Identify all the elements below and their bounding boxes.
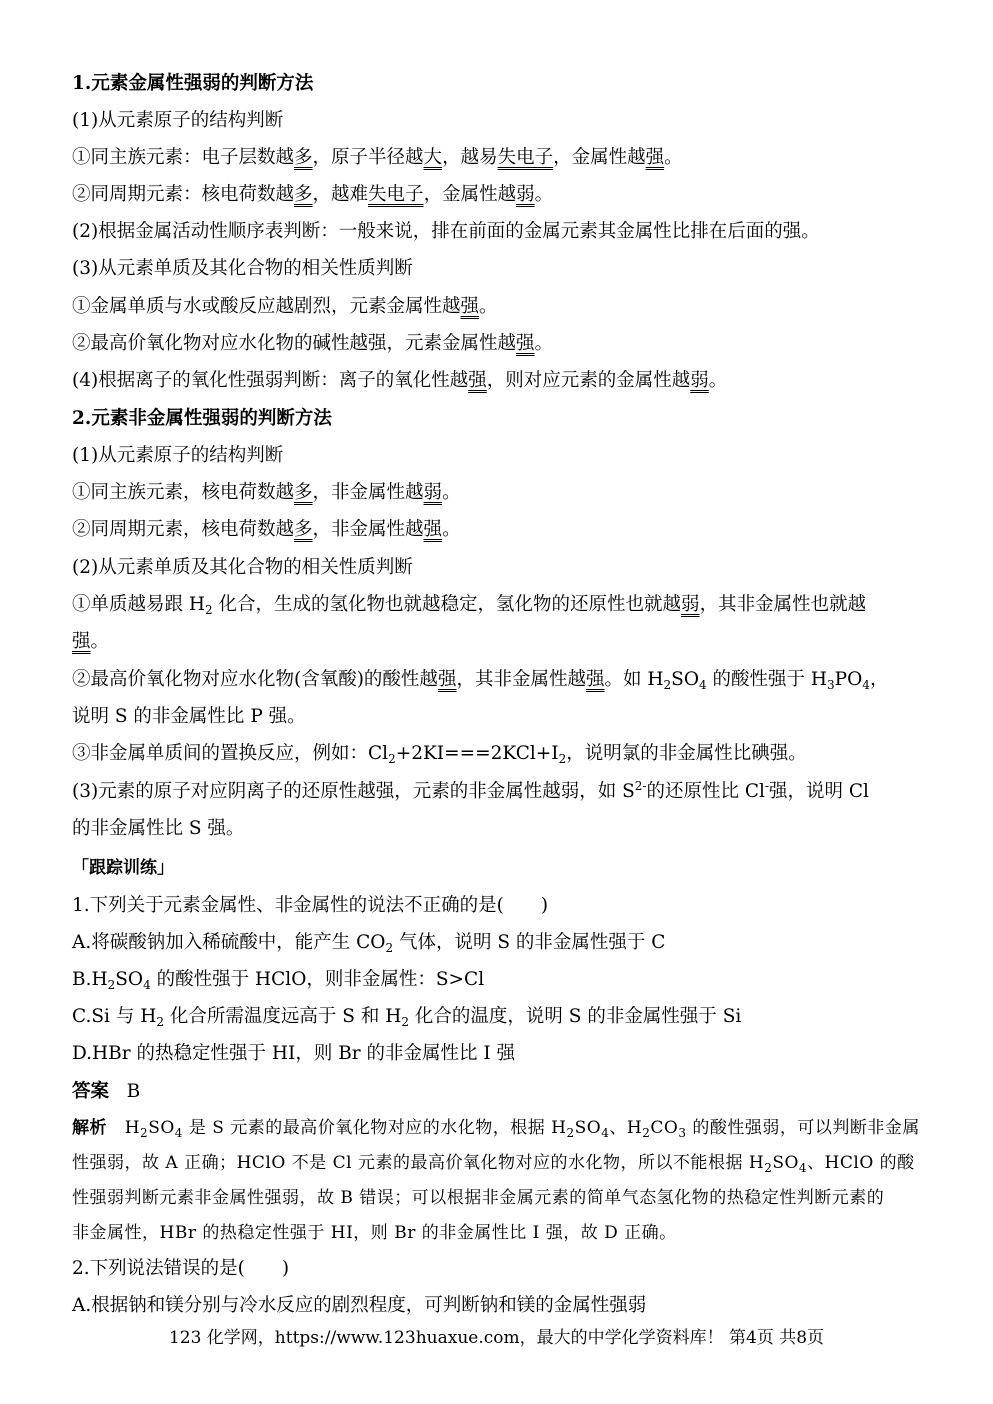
s2-p2c: ③非金属单质间的置换反应，例如：$Cl_2+2KI===2KCl+I_2$，说明氯的非金属性比碘强。 [72,743,807,766]
s2-p1b: ②同周期元素，核电荷数越多，非金属性越强。 [72,519,461,540]
s1-p2: (2)根据金属活动性顺序表判断：一般来说，排在前面的金属元素其金属性比排在后面的强。 [72,221,820,242]
q1-option-a: A.将碳酸钠加入稀硫酸中，能产生 $CO_2$ 气体，说明 S 的非金属性强于 C [72,932,666,955]
s2-p2b-line2: 说明 S 的非金属性比 P 强。 [72,706,306,727]
section-1-title: 1.元素金属性强弱的判断方法 [72,73,314,94]
q1-answer: 答案 B [72,1081,141,1102]
q1-analysis-line4: 非金属性，HBr 的热稳定性强于 HI，则 Br 的非金属性比 I 强，故 D 正确。 [72,1223,677,1243]
q1-analysis-line2: 性强弱，故 A 正确；HClO 不是 Cl 元素的最高价氧化物对应的水化物，所以不能根据 $H_2SO_4$、HClO 的酸 [72,1153,915,1175]
s2-p2a-line2: 强。 [72,631,110,652]
q1-analysis-line3: 性强弱判断元素非金属性强弱，故 B 错误；可以根据非金属元素的简单气态氢化物的热稳定性判断元素的 [72,1188,885,1208]
q1-stem: 1.下列关于元素金属性、非金属性的说法不正确的是( ) [72,895,549,916]
s1-p4: (4)根据离子的氧化性强弱判断：离子的氧化性越强，则对应元素的金属性越弱。 [72,370,728,391]
s1-p1b: ②同周期元素：核电荷数越多，越难失电子，金属性越弱。 [72,184,554,205]
s2-p2: (2)从元素单质及其化合物的相关性质判断 [72,557,413,578]
bracket-open: 「 [72,858,89,878]
s2-p1: (1)从元素原子的结构判断 [72,445,284,466]
s1-p3a: ①金属单质与水或酸反应越剧烈，元素金属性越强。 [72,296,498,317]
s2-p3-line2: 的非金属性比 S 强。 [72,818,245,839]
s2-p2a-line1: ①单质越易跟 $H_2$ 化合，生成的氢化物也就越稳定，氢化物的还原性也就越弱，其非金属性也就越 [72,594,867,617]
q1-option-c: C.Si 与 $H_2$ 化合所需温度远高于 S 和 $H_2$ 化合的温度，说明 S 的非金属性强于 Si [72,1006,742,1029]
section-2-title: 2.元素非金属性强弱的判断方法 [72,408,332,429]
s2-p2b-line1: ②最高价氧化物对应水化物(含氧酸)的酸性越强，其非金属性越强。如 $H_2SO_4$ 的酸性强于 $H_3PO_4$， [72,669,889,692]
q2-option-a: A.根据钠和镁分别与冷水反应的剧烈程度，可判断钠和镁的金属性强弱 [72,1295,647,1316]
s1-p1a: ①同主族元素：电子层数越多，原子半径越大，越易失电子，金属性越强。 [72,147,683,168]
page-footer: 123 化学网，https://www.123huaxue.com，最大的中学化学资料库！ 第4页 共8页 [168,1328,825,1348]
s1-p1: (1)从元素原子的结构判断 [72,110,284,131]
practice-heading: 「跟踪训练」 [72,858,174,878]
q2-stem: 2.下列说法错误的是( ) [72,1258,290,1279]
q1-analysis-line1: 解析 $H_2SO_4$ 是 S 元素的最高价氧化物对应的水化物，根据 $H_2SO_4$、$H_2CO_3$ 的酸性强弱，可以判断非金属 [72,1118,920,1140]
s2-p3-line1: (3)元素的原子对应阴离子的还原性越强，元素的非金属性越弱，如 $S^{2-}$的还原性比 Cl-强，说明 Cl [72,779,869,802]
q1-option-b: $B.H_2SO_4$ 的酸性强于 HClO，则非金属性：S>Cl [72,969,485,992]
s1-p3b: ②最高价氧化物对应水化物的碱性越强，元素金属性越强。 [72,333,554,354]
s1-p3: (3)从元素单质及其化合物的相关性质判断 [72,258,413,279]
bracket-close: 」 [157,858,174,878]
q1-option-d: D.HBr 的热稳定性强于 HI，则 Br 的非金属性比 I 强 [72,1043,516,1064]
s2-p1a: ①同主族元素，核电荷数越多，非金属性越弱。 [72,482,461,503]
